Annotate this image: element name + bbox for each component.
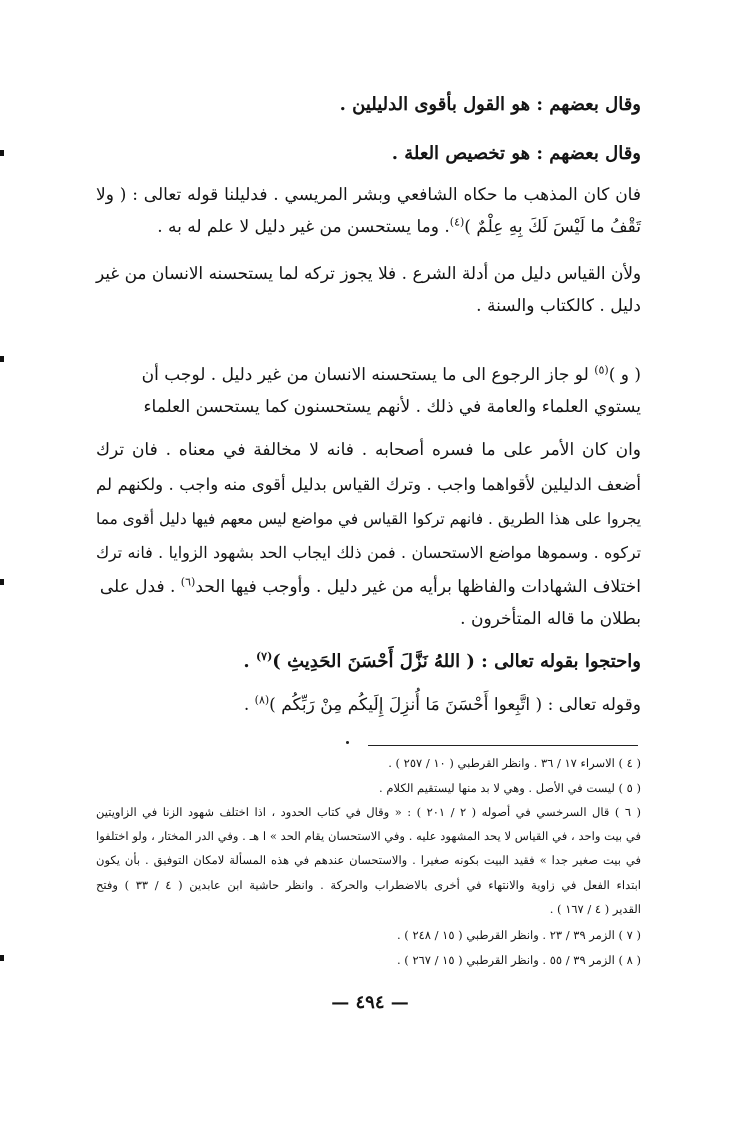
text: ( ٧ ) الزمر ٣٩ / ٢٣ . وانظر القرطبي ( ١٥ / ٢٤٨ ) . (396, 928, 641, 942)
scan-edge-mark (0, 150, 4, 156)
text: يجروا على هذا الطريق . فانهم تركوا القياس في مواضع ليس معهم فيها دليل أقوى مما (96, 510, 641, 528)
body-line (96, 182, 641, 208)
body-line (96, 293, 641, 319)
text: واحتجوا بقوله تعالى : ( اللهُ نَزَّلَ أَحْسَنَ الحَدِيثِ ) (272, 651, 641, 672)
text: وقال بعضهم : هو تخصيص العلة . (391, 143, 641, 164)
text: القدير ( ٤ / ١٦٧ ) . (549, 902, 641, 916)
text: . (243, 651, 256, 672)
page-number: — ٤٩٤ — (331, 992, 409, 1013)
text: ( ٨ ) الزمر ٣٩ / ٥٥ . وانظر القرطبي ( ١٥ / ٢٦٧ ) . (396, 953, 641, 967)
text: . (243, 695, 255, 715)
text: بطلان ما قاله المتأخرون . (460, 609, 641, 629)
footnote (96, 754, 641, 772)
footnote-ref: (٤) (449, 215, 465, 229)
text: تركوه . وسموها مواضع الاستحسان . فمن ذلك ايجاب الحد بشهود الزوايا . فانه ترك (96, 543, 641, 562)
text: . وما يستحسن من غير دليل لا علم له به . (157, 217, 450, 237)
text: في بيت صغير جدا » فقيد البيت بكونه صغيرا . والاستحسان عندهم في هذه المسألة لامكان التوفيق . بأن يكون (96, 853, 641, 867)
footnote (96, 803, 641, 821)
footnote-ref: (٦) (180, 575, 196, 589)
text: وقال بعضهم : هو القول بأقوى الدليلين . (339, 94, 641, 115)
footnote-ref: (٧) (255, 650, 273, 663)
text: ( ٤ ) الاسراء ١٧ / ٣٦ . وانظر القرطبي ( ١٠ / ٢٥٧ ) . (388, 756, 641, 770)
body-line (96, 472, 641, 498)
footnote (96, 827, 641, 845)
body-line (96, 394, 641, 420)
body-line (96, 362, 641, 388)
text: ولأن القياس دليل من أدلة الشرع . فلا يجوز تركه لما يستحسنه الانسان من غير (96, 263, 641, 283)
text: وقوله تعالى : ( اتَّبِعوا أَحْسَنَ مَا أُنزِلَ إِلَيكُم مِنْ رَبِّكُم ) (269, 695, 641, 715)
text: تَقْفُ ما لَيْسَ لَكَ بِهِ عِلْمٌ ) (464, 217, 641, 237)
text: ( ٦ ) قال السرخسي في أصوله ( ٢ / ٢٠١ ) : « وقال في كتاب الحدود ، اذا اختلف شهود الزنا في الزاويتين (96, 805, 641, 819)
body-line (96, 692, 641, 718)
footnote (96, 851, 641, 869)
body-line (96, 540, 641, 566)
text: يستوي العلماء والعامة في ذلك . لأنهم يستحسنون كما يستحسن العلماء (143, 397, 641, 417)
footnote (96, 926, 641, 944)
footnote-dot (346, 741, 349, 744)
footnote-divider (368, 745, 638, 746)
scan-edge-mark (0, 579, 4, 585)
body-line (96, 506, 641, 532)
text: فان كان المذهب ما حكاه الشافعي وبشر المريسي . فدليلنا قوله تعالى : ( ولا (96, 185, 641, 205)
scan-edge-mark (0, 356, 4, 362)
footnote (96, 779, 641, 797)
text: دليل . كالكتاب والسنة . (476, 296, 641, 316)
heading-line (96, 141, 641, 167)
body-line (96, 260, 641, 286)
body-line (96, 606, 641, 632)
text: اختلاف الشهادات والفاظها برأيه من غير دليل . وأوجب فيها الحد (195, 577, 641, 597)
body-line (96, 649, 641, 675)
text: ( و ) (608, 365, 641, 385)
text: في بيت واحد ، في القياس لا يحد المشهود عليه . وفي الاستحسان يقام الحد » ا هـ . وفي الدر المختار ، ولو اختلفوا (96, 829, 641, 843)
body-line (96, 214, 641, 240)
body-line (96, 574, 641, 600)
text: ( ٥ ) ليست في الأصل . وهي لا بد منها ليستقيم الكلام . (379, 781, 641, 795)
footnote (96, 951, 641, 969)
heading-line (96, 92, 641, 118)
text: وان كان الأمر على ما فسره أصحابه . فانه لا مخالفة في معناه . فان ترك (96, 440, 641, 460)
text: لو جاز الرجوع الى ما يستحسنه الانسان من غير دليل . لوجب أن (141, 365, 595, 385)
text: ابتداء الفعل في زاوية والانتهاء في أخرى بالاضطراب والحركة . وانظر حاشية ابن عابدين ( ٤ / ٣٣ ) وفتح (96, 878, 641, 892)
scan-edge-mark (0, 955, 4, 961)
footnote-ref: (٨) (254, 693, 270, 707)
footnote (96, 900, 641, 918)
footnote (96, 876, 641, 894)
text: . فدل على (99, 577, 181, 597)
footnote-ref: (٥) (594, 363, 609, 377)
body-line (96, 437, 641, 463)
text: أضعف الدليلين لأقواهما واجب . وترك القياس بدليل أقوى منه واجب . ولكنهم لم (96, 475, 641, 494)
